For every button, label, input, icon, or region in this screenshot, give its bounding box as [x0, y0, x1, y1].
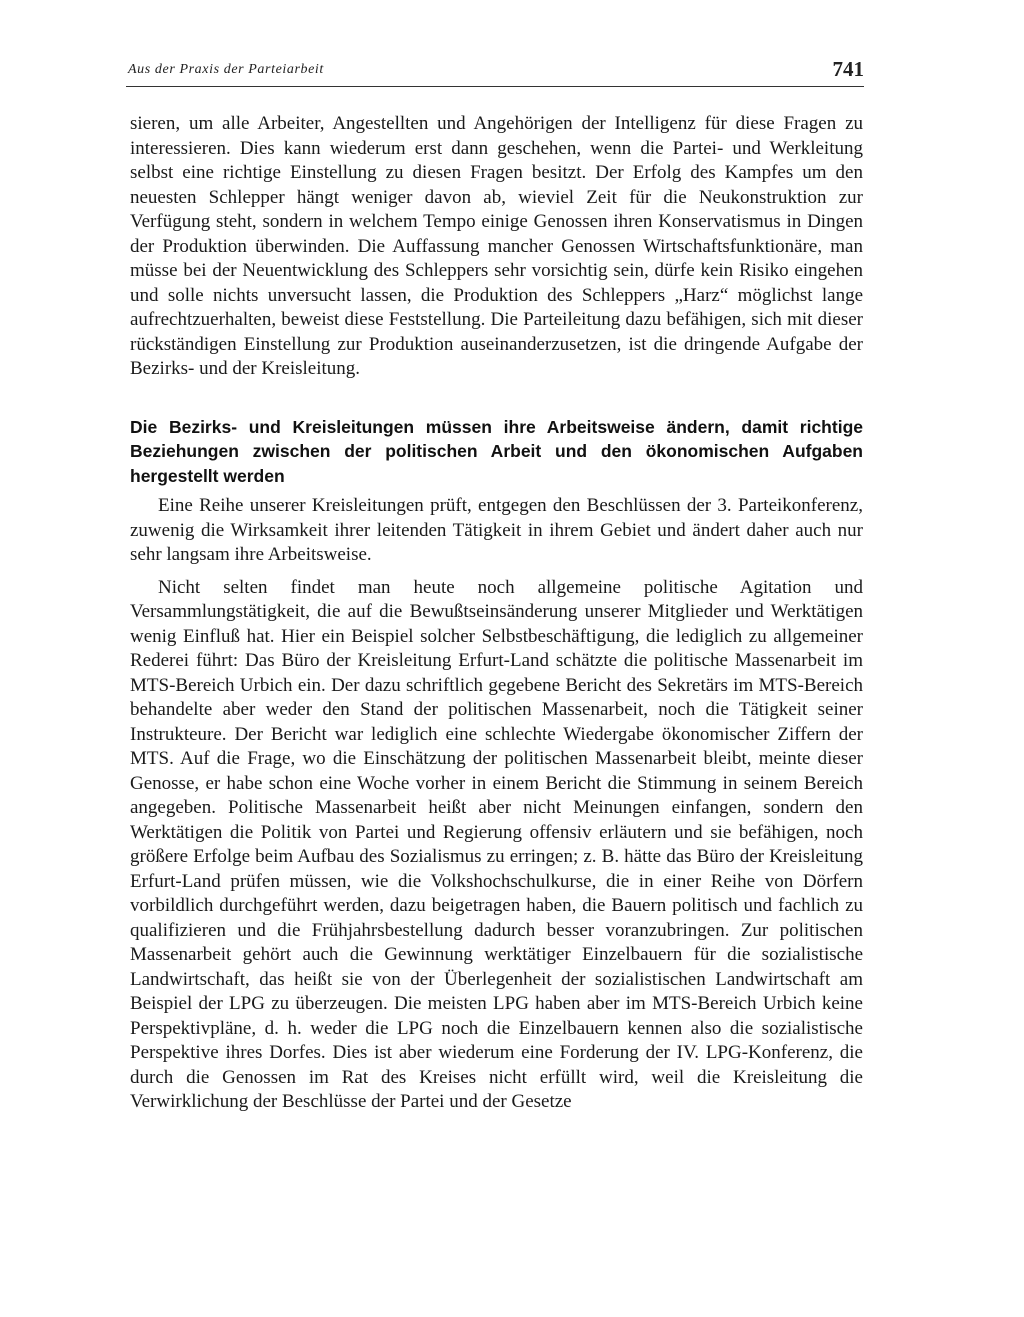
paragraph: Eine Reihe unserer Kreisleitungen prüft, entgegen den Beschlüssen der 3. Parteikonferenz, zuwenig die Wirksamkeit ihrer leitenden Tätigkeit in ihrem Gebiet und ändert daher auch nur sehr langsam ihre Arbeitsweise. [130, 495, 863, 565]
section-heading: Die Bezirks- und Kreisleitungen müssen ihre Arbeitsweise ändern, damit richtige Beziehungen zwischen der politischen Arbeit und den ökonomischen Aufgaben hergestellt werden [130, 416, 863, 486]
paragraph: Nicht selten findet man heute noch allgemeine politische Agitation und Versammlungstätigkeit, die auf die Bewußtseinsänderung unserer Mitglieder und Werktätigen wenig Einfluß hat. Hier ein Beispiel solcher Selbstbeschäftigung, die lediglich zu allgemeiner Rederei führt: Das Büro der Kreisleitung Erfurt-Land schätzte die politische Massenarbeit im MTS-Bereich Urbich ein. Der dazu schriftlich gegebene Bericht des Sekretärs im MTS-Bereich behandelte aber weder den Stand der politischen Massenarbeit, noch die Tätigkeit seiner Instrukteure. Der Bericht war lediglich eine schlechte Wiedergabe ökonomischer Ziffern der MTS. Auf die Frage, wo die Einschätzung der politischen Massenarbeit bleibt, meinte dieser Genosse, er habe schon eine Woche vorher in einem Bericht die Stimmung in seinem Bereich angegeben. Politische Massenarbeit heißt aber nicht Meinungen einfangen, sondern den Werktätigen die Politik von Partei und Regierung offensiv erläutern und sie befähigen, noch größere Erfolge beim Aufbau des Sozialismus zu erringen; z. B. hätte das Büro der Kreisleitung Erfurt-Land prüfen müssen, wie die Volkshochschulkurse, die in einer Reihe von Dörfern vorbildlich durchgeführt werden, dazu beigetragen haben, die Bauern politisch und fachlich zu qualifizieren und die Frühjahrsbestellung dadurch besser voranzubringen. Zur politischen Massenarbeit gehört auch die Gewinnung werktätiger Einzelbauern für die sozialistische Landwirtschaft, das heißt sie von der Überlegenheit der sozialistischen Landwirtschaft am Beispiel der LPG zu überzeugen. Die meisten LPG haben aber im MTS-Bereich Urbich keine Perspektivpläne, d. h. weder die LPG noch die Einzelbauern kennen also die sozialistische Perspektive ihres Dorfes. Dies ist aber wiederum eine Forderung der IV. LPG-Konferenz, die durch die Genossen im Rat des Kreises nicht erfüllt wird, weil die Kreisleitung die Verwirklichung der Beschlüsse der Partei und der Gesetze [130, 576, 863, 1112]
running-head: Aus der Praxis der Parteiarbeit [128, 62, 324, 77]
page-number: 741 [832, 57, 864, 81]
body-text [130, 112, 863, 1115]
paragraph-continuation: sieren, um alle Arbeiter, Angestellten und Angehörigen der Intelligenz für diese Fragen zu interessieren. Dies kann wiederum erst dann geschehen, wenn die Partei- und Werkleitung selbst eine richtige Einstellung zu diesen Fragen besitzt. Der Erfolg des Kampfes um den neuesten Schlepper hängt weniger davon ab, wieviel Zeit für die Neukonstruktion zur Verfügung steht, sondern in welchem Tempo einige Genossen ihren Konservatismus in Dingen der Produktion überwinden. Die Auffassung mancher Genossen Wirtschaftsfunktionäre, man müsse bei der Neuentwicklung des Schleppers sehr vorsichtig sein, dürfe kein Risiko eingehen und solle nichts unversucht lassen, die Produktion des Schleppers „Harz“ möglichst lange aufrechtzuerhalten, beweist diese Feststellung. Die Parteileitung dazu befähigen, sich mit dieser rückständigen Einstellung zur Produktion auseinanderzusetzen, ist die dringende Aufgabe der Bezirks- und der Kreisleitung. [130, 113, 863, 379]
header-rule [126, 86, 864, 87]
